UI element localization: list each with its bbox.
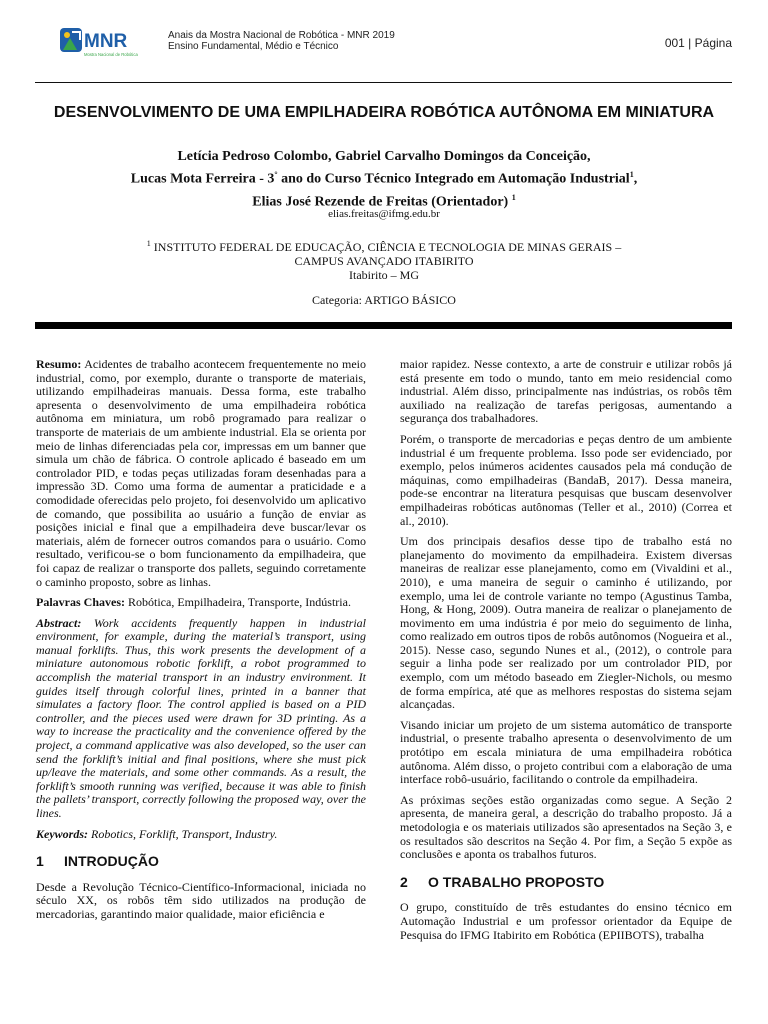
category: Categoria: ARTIGO BÁSICO bbox=[312, 293, 456, 307]
right-paragraph-3: Um dos principais desafios desse tipo de trabalho está no planejamento do movimento da empilhadeira. Existem diversas maneiras de realizar esse planejamento, como em (Vivaldini et al., 2010), e uma maneira de seguir o caminho é utilizando, por exemplo, uma lei de controle variante no tempo (Agustinus Tamba, Hong, & Hong, 2009). Outra maneira de realizar o planejamento de movimento em uma indústria é por meio do seguimento de linha, como realizado em outros tipos de robôs autônomos (Nogueira et al., 2015). Nesse caso, segundo Nunes et al., (2012), o controle para seguir a linha pode ser realizado por um controlador PID, por exemplo, com um método baseado em Ziegler-Nichols, ou mesmo de forma empírica, até que as melhores respostas do sistema sejam alcançadas. bbox=[400, 534, 732, 712]
section-2-paragraph: O grupo, constituído de três estudantes do ensino técnico em Automação Industrial e um professor orientador da Equipe de Pesquisa do IFMG Itabirito em Robótica (EPIIBOTS), trabalha bbox=[400, 900, 732, 942]
right-paragraph-4: Visando iniciar um projeto de um sistema automático de transporte industrial, o presente trabalho apresenta o desenvolvimento de um protótipo em escala miniatura de uma empilhadeira robótica autônoma. Além disso, o projeto contribui com a elaboração de uma interface robô-usuário, facilitando o controle da empilhadeira. bbox=[400, 717, 732, 787]
section-1-heading: 1 INTRODUÇÃO bbox=[36, 853, 159, 870]
affiliation-line1: $^1$ INSTITUTO FEDERAL DE EDUCAÇÃO, CIÊNCIA E TECNOLOGIA DE MINAS GERAIS – bbox=[146, 239, 622, 254]
affiliation-line2: CAMPUS AVANÇADO ITABIRITO bbox=[294, 254, 474, 268]
logo-text: MNR bbox=[84, 31, 128, 52]
paper-title: DESENVOLVIMENTO DE UMA EMPILHADEIRA ROBÓTICA AUTÔNOMA EM MINIATURA bbox=[53, 104, 715, 121]
left-column bbox=[36, 358, 366, 929]
header-line1: Anais da Mostra Nacional de Robótica - MNR 2019 bbox=[168, 30, 395, 41]
logo-tagline: Mostra Nacional de Robótica bbox=[84, 52, 138, 57]
mnr-logo bbox=[60, 24, 148, 58]
authors-block bbox=[40, 148, 728, 211]
resumo-paragraph: Resumo: Acidentes de trabalho acontecem frequentemente no meio industrial, como, por exemplo, durante o transporte de materiais, utilizando empilhadeiras manuais. Dessa forma, este trabalho apresenta o desenvolvimento de uma empilhadeira robótica autônoma em miniatura, um robô programado para realizar o transporte de materiais de um ambiente industrial. Ela se orienta por meio de linhas diferenciadas pela cor, impressas em um banner que simula um chão de fábrica. O controle aplicado é baseado em um controlador PID, e todas peças utilizadas foram desenhadas para a impressão 3D. Como uma forma de aumentar a praticidade e a comodidade oferecidas pelo projeto, foi desenvolvido um aplicativo de comando, que possibilita ao usuário a função de enviar as posições inicial e final que a empilhadeira deve buscar/levar os materiais, além de fornecer outros comandos para o usuário. Como resultado, verificou-se o bom funcionamento da empilhadeira, que foi capaz de realizar o transporte dos pallets, seguindo corretamente o caminho proposto, sobre as linhas. bbox=[36, 357, 366, 589]
right-column bbox=[400, 358, 732, 949]
section-2-heading: 2 O TRABALHO PROPOSTO bbox=[400, 873, 605, 890]
palavras-chaves: Palavras Chaves: Robótica, Empilhadeira, Transporte, Indústria. bbox=[36, 595, 351, 610]
author-email: elias.freitas@ifmg.edu.br bbox=[328, 208, 440, 220]
right-paragraph-5: As próximas seções estão organizadas como segue. A Seção 2 apresenta, de maneira geral, a descrição do trabalho proposto. Já a metodologia e os materiais utilizados são apresentados na Seção 3, e os resultados são descritos na Seção 4. Por fim, a Seção 5 expõe as conclusões e aponta os trabalhos futuros. bbox=[400, 792, 732, 862]
keywords: Keywords: Robotics, Forklift, Transport, Industry. bbox=[36, 826, 278, 841]
right-paragraph-1: maior rapidez. Nesse contexto, a arte de construir e utilizar robôs já está presente em todo o mundo, tanto em meio residencial como industrial. Além disso, principalmente nas indústrias, os robôs têm auxiliado na realização de tarefas perigosas, aumentando a segurança dos trabalhadores. bbox=[400, 357, 732, 426]
header-text bbox=[168, 30, 395, 52]
affiliation-line3: Itabirito – MG bbox=[349, 268, 419, 282]
header-line2: Ensino Fundamental, Médio e Técnico bbox=[168, 41, 339, 52]
header-divider bbox=[35, 82, 732, 83]
authors-line2: Lucas Mota Ferreira - 3° ano do Curso Técnico Integrado em Automação Industrial$^1$, bbox=[130, 170, 638, 187]
intro-paragraph: Desde a Revolução Técnico-Científico-Informacional, iniciada no século XX, os robôs têm sido utilizados na produção de mercadorias, garantindo maior qualidade, maior eficiência e bbox=[36, 879, 366, 921]
title-divider bbox=[35, 322, 732, 329]
authors-line1: Letícia Pedroso Colombo, Gabriel Carvalho Domingos da Conceição, bbox=[177, 149, 591, 164]
authors-line3: Elias José Rezende de Freitas (Orientador) $^1$ bbox=[252, 192, 516, 210]
affiliation bbox=[40, 237, 728, 282]
abstract-paragraph: Abstract: Work accidents frequently happen in industrial environment, for example, during the material’s transport, using manual forklifts. Thus, this work presents the development of a miniature autonomous robotic forklift, a robot programmed to accomplish the material transport in an industry environment. It guides itself through colorful lines, printed in a banner that simulates a factory floor. The control applied is based on a PID controller, and the pieces used were drawn for 3D printing. As a way to increase the practicality and the convenience offered by the project, a command applicative was also developed, so the user can send the forklift’s initial and final positions, where she must pick up/leave the materials, and some other commands. As a result, the forklift’s smooth running was verified, because it was able to finish the pallets’ transport, correctly following the proposed way, over the lines. bbox=[36, 615, 366, 820]
page-header bbox=[60, 22, 732, 58]
right-paragraph-2: Porém, o transporte de mercadorias e peças dentro de um ambiente industrial é um frequente problema. Isso pode ser evidenciado, por exemplo, pelos inúmeros acidentes causados pela má condução de máquinas, como empilhadeiras (BandaB, 2017). Dessa maneira, pode-se encontrar na literatura pesquisas que buscam desenvolver empilhadeiras robóticas autônomas (Teller et al., 2010) (Correa et al., 2010). bbox=[400, 431, 732, 528]
page-number: 001 | Página bbox=[664, 36, 732, 50]
